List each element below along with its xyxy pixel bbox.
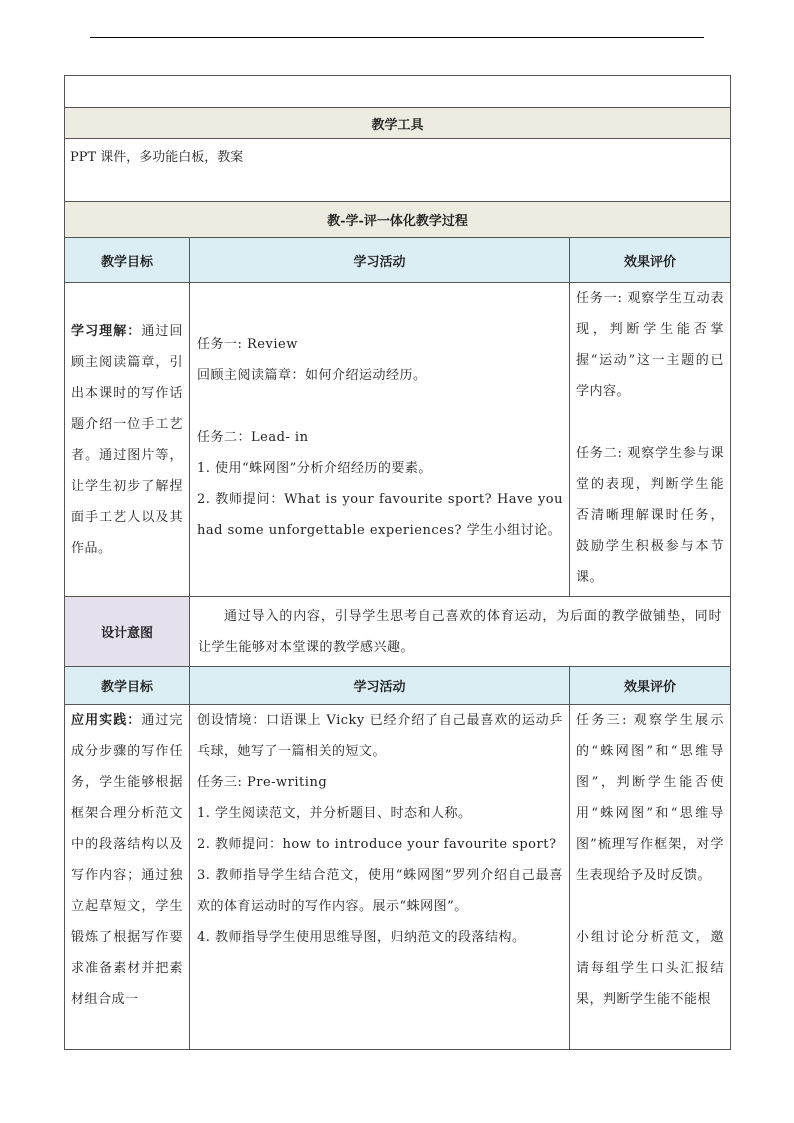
- section1-goal-text: 通过回顾主阅读篇章，引出本课时的写作话题介绍一位手工艺者。通过图片等，让学生初步了解捏面手工艺人以及其作品。: [71, 323, 183, 556]
- task3-item1: 1. 学生阅读范文，并分析题目、时态和人称。: [197, 806, 472, 821]
- section2-header-evaluation: 效果评价: [570, 667, 731, 705]
- section2-goal-cell: [65, 705, 190, 1050]
- task2-title: 任务二：Lead- in: [197, 430, 309, 445]
- tools-header-row: [65, 108, 731, 139]
- section2-evaluation-cell: [570, 705, 731, 1050]
- task3-title: 任务三: Pre-writing: [197, 775, 328, 790]
- design-text: 通过导入的内容，引导学生思考自己喜欢的体育运动，为后面的教学做铺垫，同时让学生能够对本堂课的教学感兴趣。: [198, 609, 723, 655]
- task3-item2: 2. 教师提问：how to introduce your favourite sport?: [197, 837, 557, 852]
- design-label: 设计意图: [65, 597, 190, 667]
- section2-goal: [71, 705, 183, 1015]
- section1-goal: [71, 316, 183, 564]
- section2-header-goal: 教学目标: [65, 667, 190, 705]
- empty-row: [65, 76, 731, 108]
- task1-desc: 回顾主阅读篇章：如何介绍运动经历。: [197, 368, 427, 383]
- section1-header-row: [65, 238, 731, 283]
- task2-item1: 1. 使用“蛛网图”分析介绍经历的要素。: [197, 461, 432, 476]
- section1-eval1: 任务一: 观察学生互动表现，判断学生能否掌握“运动”这一主题的已学内容。: [576, 291, 725, 399]
- section2-header-row: [65, 667, 731, 705]
- task3-item4: 4. 教师指导学生使用思维导图，归纳范文的段落结构。: [197, 930, 526, 945]
- header-rule: [90, 37, 704, 38]
- section2-header-activity: 学习活动: [190, 667, 570, 705]
- section1-eval2: 任务二: 观察学生参与课堂的表现，判断学生能否清晰理解课时任务，鼓励学生积极参与本节课。: [576, 446, 725, 585]
- lesson-plan-table: [64, 75, 731, 1050]
- tools-content: PPT 课件，多功能白板，教案: [70, 150, 244, 165]
- process-header-row: [65, 202, 731, 238]
- tools-content-row: [65, 139, 731, 202]
- task2-item2: 2. 教师提问：What is your favourite sport? Have you had some unforgettable experiences? 学生小组讨论。: [197, 492, 563, 538]
- section1-header-activity: 学习活动: [190, 238, 570, 283]
- design-row: [65, 597, 731, 667]
- process-title: 教-学-评一体化教学过程: [65, 202, 731, 238]
- section1-header-goal: 教学目标: [65, 238, 190, 283]
- empty-cell: [65, 76, 731, 108]
- section2-goal-text: 通过完成分步骤的写作任务，学生能够根据框架合理分析范文中的段落结构以及写作内容；通过独立起草短文，学生锻炼了根据写作要求准备素材并把素材组合成一: [71, 713, 183, 1007]
- section2-goal-label: 应用实践：: [71, 713, 142, 728]
- section2-eval2: 小组讨论分析范文，邀请每组学生口头汇报结果，判断学生能不能根: [576, 930, 725, 1007]
- section2-eval1: 任务三: 观察学生展示的“蛛网图”和“思维导图”，判断学生能否使用“蛛网图”和“思维导图”梳理写作框架，对学生表现给予及时反馈。: [576, 713, 725, 883]
- task3-item3: 3. 教师指导学生结合范文，使用“蛛网图”罗列介绍自己最喜欢的体育运动时的写作内容。展示“蛛网图”。: [197, 868, 563, 914]
- design-cell: [190, 597, 731, 667]
- section2-content-row: [65, 705, 731, 1050]
- scenario-intro: 创设情境：口语课上 Vicky 已经介绍了自己最喜欢的运动乒乓球，她写了一篇相关的短文。: [197, 713, 563, 759]
- section1-content-row: [65, 283, 731, 597]
- section1-activity-cell: [190, 283, 570, 597]
- section1-goal-cell: [65, 283, 190, 597]
- section1-header-evaluation: 效果评价: [570, 238, 731, 283]
- task1-title: 任务一: Review: [197, 337, 298, 352]
- section1-goal-label: 学习理解：: [71, 323, 142, 339]
- section2-activity-cell: [190, 705, 570, 1050]
- tools-title: 教学工具: [65, 108, 731, 139]
- section1-evaluation-cell: [570, 283, 731, 597]
